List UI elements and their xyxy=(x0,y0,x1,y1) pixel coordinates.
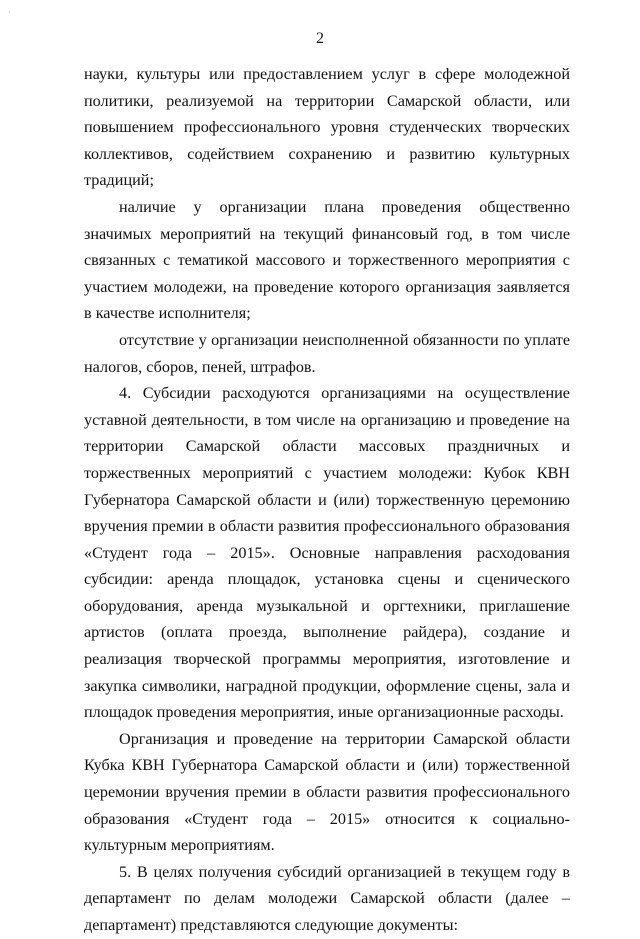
paragraph-item-4: 4. Субсидии расходуются организациями на осуществление уставной деятельности, в том числе на организацию и проведение на территории Самарской области массовых праздничных и торжественных мероприятий с участием молодежи: Кубок КВН Губернатора Самарской области и (или) торжественную церемонию вручения премии в области развития профессионального образования «Студент года – 2015». Основные направления расходования субсидии: аренда площадок, установка сцены и сценического оборудования, аренда музыкальной и оргтехники, приглашение артистов (оплата проезда, выполнение райдера), создание и реализация творческой программы мероприятия, изготовление и закупка символики, наградной продукции, оформление сцены, зала и площадок проведения мероприятия, иные организационные расходы. xyxy=(84,384,570,722)
paragraph-event-category: Организация и проведение на территории Самарской области Кубка КВН Губернатора Самарской области и (или) торжественной церемонии вручения премии в области развития профессионального образования «Студент года – 2015» относится к социально-культурным мероприятиям. xyxy=(84,729,570,855)
scan-artifact-mark: · xyxy=(8,8,11,17)
page-number: 2 xyxy=(316,30,324,47)
paragraph-item-5: 5. В целях получения субсидий организацией в текущем году в департамент по делам молодежи Самарской области (далее – департамент) представляются следующие документы: xyxy=(84,862,570,934)
document-body xyxy=(84,61,570,939)
paragraph-plan-requirement: наличие у организации плана проведения общественно значимых мероприятий на текущий финансовый год, в том числе связанных с тематикой массового и торжественного мероприятия с участием молодежи, на проведение которого организация заявляется в качестве исполнителя; xyxy=(84,197,570,323)
paragraph-no-tax-debt: отсутствие у организации неисполненной обязанности по уплате налогов, сборов, пеней, штрафов. xyxy=(84,330,570,376)
paragraph-continuation: науки, культуры или предоставлением услуг в сфере молодежной политики, реализуемой на территории Самарской области, или повышением профессионального уровня студенческих творческих коллективов, содействием сохранению и развитию культурных традиций; xyxy=(84,65,570,190)
